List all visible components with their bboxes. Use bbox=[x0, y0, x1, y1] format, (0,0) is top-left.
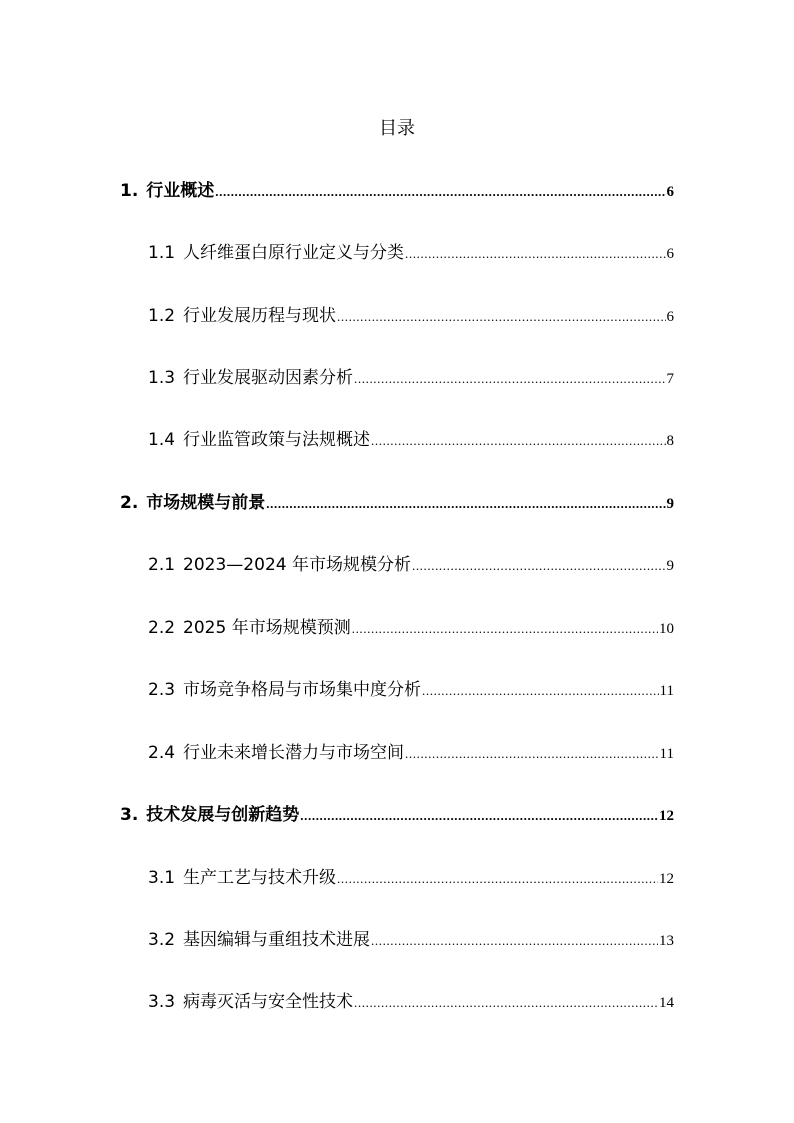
dot-leader bbox=[337, 304, 665, 330]
toc-entry-page: 14 bbox=[659, 995, 674, 1011]
dot-leader bbox=[266, 491, 665, 517]
toc-entry-text bbox=[148, 240, 404, 266]
toc-entry[interactable] bbox=[148, 989, 674, 1015]
toc-entry-number: 2. bbox=[120, 493, 139, 513]
toc-entry-number: 1.1 bbox=[148, 243, 176, 263]
toc-entry-page: 10 bbox=[659, 621, 674, 637]
toc-entry-text bbox=[120, 802, 299, 828]
toc-entry-title: 行业发展驱动因素分析 bbox=[183, 368, 354, 388]
toc-entry-text bbox=[148, 865, 336, 891]
toc-entry-title: 2025 年市场规模预测 bbox=[183, 618, 351, 638]
toc-entry-page: 9 bbox=[666, 558, 674, 574]
toc-entry-title: 技术发展与创新趋势 bbox=[146, 805, 300, 825]
toc-entry-number: 1. bbox=[120, 181, 139, 201]
toc-entry-text bbox=[120, 490, 265, 516]
toc-entry-title: 生产工艺与技术升级 bbox=[183, 868, 337, 888]
dot-leader bbox=[371, 928, 658, 954]
toc-entry-page: 12 bbox=[659, 808, 674, 824]
toc-entry-page: 6 bbox=[666, 184, 674, 200]
toc-entry-page: 6 bbox=[666, 309, 674, 325]
dot-leader bbox=[371, 428, 665, 454]
toc-entry[interactable] bbox=[148, 927, 674, 953]
toc-entry-number: 1.2 bbox=[148, 306, 176, 326]
toc-entry-title: 市场规模与前景 bbox=[146, 493, 266, 513]
toc-entry-title: 市场竞争格局与市场集中度分析 bbox=[183, 680, 422, 700]
toc-entry-number: 1.3 bbox=[148, 368, 176, 388]
toc-entry-title: 行业监管政策与法规概述 bbox=[183, 430, 371, 450]
toc-entry-number: 3.3 bbox=[148, 992, 176, 1012]
toc-entry-text bbox=[148, 677, 421, 703]
toc-entry-text bbox=[148, 615, 351, 641]
toc-entry-text bbox=[148, 989, 353, 1015]
toc-entry-text bbox=[148, 303, 336, 329]
toc-entry-page: 7 bbox=[666, 371, 674, 387]
toc-entry-title: 行业概述 bbox=[146, 181, 215, 201]
dot-leader bbox=[352, 616, 658, 642]
toc-entry[interactable] bbox=[120, 490, 674, 516]
toc-entry[interactable] bbox=[148, 303, 674, 329]
dot-leader bbox=[412, 553, 666, 579]
toc-entry-page: 13 bbox=[659, 933, 674, 949]
toc-entry-text bbox=[148, 365, 353, 391]
toc-entry[interactable] bbox=[148, 240, 674, 266]
toc-entry-title: 行业发展历程与现状 bbox=[183, 306, 337, 326]
toc-entry[interactable] bbox=[120, 802, 674, 828]
dot-leader bbox=[405, 241, 665, 267]
toc-entry[interactable] bbox=[148, 677, 674, 703]
dot-leader bbox=[354, 990, 658, 1016]
toc-entry-page: 12 bbox=[659, 871, 674, 887]
dot-leader bbox=[354, 366, 665, 392]
toc-entry-text bbox=[148, 552, 411, 578]
toc-entry-title: 行业未来增长潜力与市场空间 bbox=[183, 743, 405, 763]
toc-entry-page: 11 bbox=[659, 683, 674, 699]
dot-leader bbox=[422, 678, 659, 704]
toc-entry-page: 8 bbox=[666, 433, 674, 449]
toc-entry-number: 3.1 bbox=[148, 868, 176, 888]
toc-entry[interactable] bbox=[148, 552, 674, 578]
toc-entry-number: 2.3 bbox=[148, 680, 176, 700]
toc-entry-title: 基因编辑与重组技术进展 bbox=[183, 930, 371, 950]
toc-entry-title: 人纤维蛋白原行业定义与分类 bbox=[183, 243, 405, 263]
toc-entry[interactable] bbox=[120, 178, 674, 204]
toc-entry-number: 2.4 bbox=[148, 743, 176, 763]
toc-entry-number: 2.1 bbox=[148, 555, 176, 575]
toc-entry[interactable] bbox=[148, 740, 674, 766]
toc-entry-title: 2023—2024 年市场规模分析 bbox=[183, 555, 411, 575]
dot-leader bbox=[215, 179, 665, 205]
toc-entry-page: 11 bbox=[659, 746, 674, 762]
toc-entry[interactable] bbox=[148, 427, 674, 453]
toc-entry[interactable] bbox=[148, 865, 674, 891]
toc-entry-number: 2.2 bbox=[148, 618, 176, 638]
dot-leader bbox=[337, 866, 658, 892]
dot-leader bbox=[300, 803, 658, 829]
toc-entry-text bbox=[148, 427, 370, 453]
toc-entry-number: 1.4 bbox=[148, 430, 176, 450]
dot-leader bbox=[405, 741, 659, 767]
toc-entry[interactable] bbox=[148, 615, 674, 641]
toc-entry-number: 3. bbox=[120, 805, 139, 825]
toc-title: 目录 bbox=[379, 118, 415, 139]
toc-entry-text bbox=[120, 178, 214, 204]
toc-entry-number: 3.2 bbox=[148, 930, 176, 950]
toc-entry-page: 9 bbox=[666, 496, 674, 512]
toc-entry-text bbox=[148, 927, 370, 953]
toc-entry-page: 6 bbox=[666, 246, 674, 262]
toc-entry[interactable] bbox=[148, 365, 674, 391]
toc-entry-text bbox=[148, 740, 404, 766]
toc-entry-title: 病毒灭活与安全性技术 bbox=[183, 992, 354, 1012]
